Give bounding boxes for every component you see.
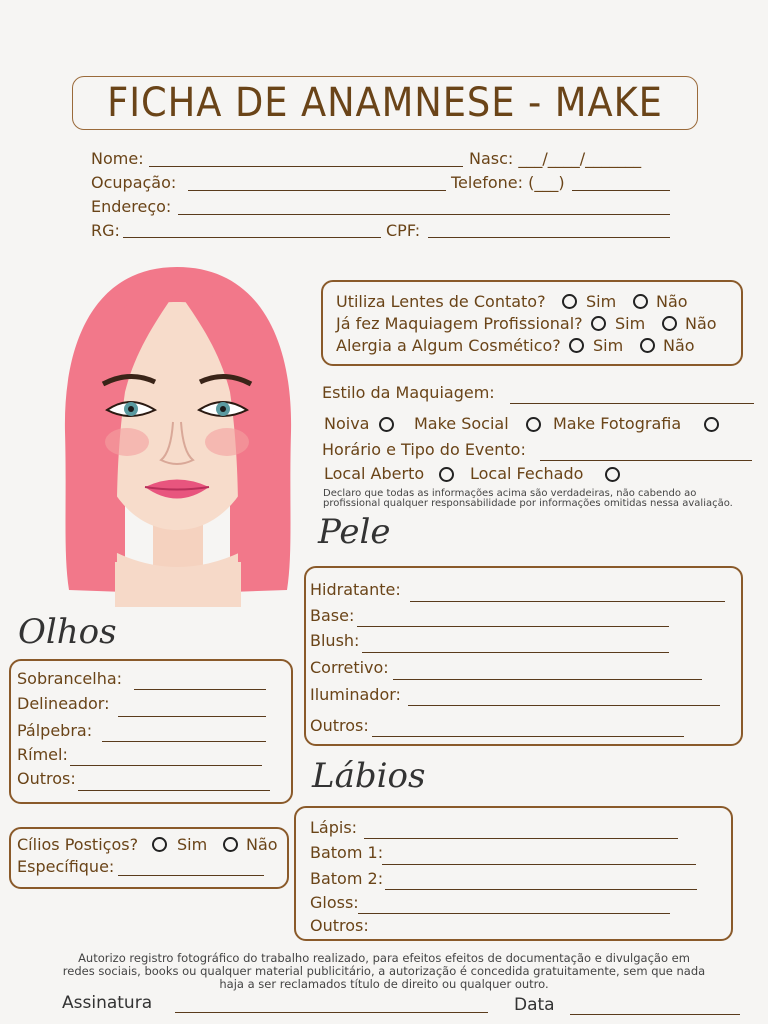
horario-label: Horário e Tipo do Evento: xyxy=(322,440,526,459)
delineador-field[interactable] xyxy=(118,716,266,717)
ocupacao-field[interactable] xyxy=(188,190,446,191)
foto-radio[interactable] xyxy=(704,417,719,432)
maquiagem-nao-radio[interactable] xyxy=(662,316,677,331)
estilo-label: Estilo da Maquiagem: xyxy=(322,383,495,402)
especifique-field[interactable] xyxy=(118,875,264,876)
nasc-label: Nasc: ___/____/_______ xyxy=(469,149,642,168)
rg-label: RG: xyxy=(91,221,120,240)
gloss-field[interactable] xyxy=(358,913,670,914)
lapis-field[interactable] xyxy=(364,838,678,839)
fechado-label: Local Fechado xyxy=(470,464,584,483)
sobrancelha-field[interactable] xyxy=(134,689,266,690)
iluminador-field[interactable] xyxy=(408,705,720,706)
labios-item-outros: Outros: xyxy=(310,916,369,935)
olhos-item-sobrancelha: Sobrancelha: xyxy=(17,669,123,688)
page-title: FICHA DE ANAMNESE - MAKE xyxy=(107,80,663,126)
lentes-question: Utiliza Lentes de Contato? xyxy=(336,292,546,311)
olhos-item-outros: Outros: xyxy=(17,769,76,788)
batom2-field[interactable] xyxy=(385,889,697,890)
declaro-text-2: profissional qualquer responsabilidade por informações omitidas nessa avaliação. xyxy=(323,498,733,509)
alergia-sim-label: Sim xyxy=(593,336,624,355)
fechado-radio[interactable] xyxy=(605,467,620,482)
pele-outros-field[interactable] xyxy=(372,736,684,737)
labios-item-gloss: Gloss: xyxy=(310,893,359,912)
endereco-field[interactable] xyxy=(178,214,670,215)
social-label: Make Social xyxy=(414,414,509,433)
assinatura-label: Assinatura xyxy=(62,993,153,1013)
alergia-nao-radio[interactable] xyxy=(640,338,655,353)
endereco-label: Endereço: xyxy=(91,197,172,216)
noiva-radio[interactable] xyxy=(379,417,394,432)
estilo-field[interactable] xyxy=(510,403,754,404)
rg-field[interactable] xyxy=(123,237,381,238)
data-label: Data xyxy=(514,995,555,1015)
corretivo-field[interactable] xyxy=(393,679,702,680)
pele-item-base: Base: xyxy=(310,606,355,625)
pele-heading: Pele xyxy=(318,512,391,552)
maquiagem-question: Já fez Maquiagem Profissional? xyxy=(336,314,583,333)
foto-label: Make Fotografia xyxy=(553,414,682,433)
authorization-line-1: Autorizo registro fotográfico do trabalho realizado, para efeitos efeitos de documentação e divulgação em xyxy=(78,951,690,965)
lentes-sim-radio[interactable] xyxy=(562,294,577,309)
olhos-outros-field[interactable] xyxy=(78,790,270,791)
pele-item-corretivo: Corretivo: xyxy=(310,658,389,677)
alergia-sim-radio[interactable] xyxy=(569,338,584,353)
lentes-nao-radio[interactable] xyxy=(633,294,648,309)
labios-item-batom1: Batom 1: xyxy=(310,843,384,862)
authorization-line-3: haja a ser reclamados título de direito ou qualquer outro. xyxy=(219,977,549,991)
labios-item-lapis: Lápis: xyxy=(310,818,358,837)
face-illustration xyxy=(55,262,300,607)
aberto-label: Local Aberto xyxy=(324,464,425,483)
pele-item-iluminador: Iluminador: xyxy=(310,685,401,704)
cpf-field[interactable] xyxy=(428,237,670,238)
cilios-sim-radio[interactable] xyxy=(152,837,167,852)
assinatura-field[interactable] xyxy=(175,1012,488,1013)
rimel-field[interactable] xyxy=(70,765,262,766)
pele-item-blush: Blush: xyxy=(310,631,360,650)
cpf-label: CPF: xyxy=(386,221,421,240)
declaro-text-1: Declaro que todas as informações acima são verdadeiras, não cabendo ao xyxy=(323,488,697,499)
olhos-item-delineador: Delineador: xyxy=(17,694,110,713)
maquiagem-sim-radio[interactable] xyxy=(591,316,606,331)
olhos-heading: Olhos xyxy=(18,612,117,652)
pele-item-outros: Outros: xyxy=(310,716,369,735)
labios-heading: Lábios xyxy=(312,756,426,796)
cilios-question: Cílios Postiços? xyxy=(17,835,139,854)
alergia-nao-label: Não xyxy=(663,336,695,355)
base-field[interactable] xyxy=(357,626,669,627)
data-field[interactable] xyxy=(570,1014,740,1015)
palpebra-field[interactable] xyxy=(102,741,266,742)
blush-field[interactable] xyxy=(362,652,669,653)
noiva-label: Noiva xyxy=(324,414,370,433)
telefone-label: Telefone: (___) xyxy=(451,173,565,192)
pele-item-hidratante: Hidratante: xyxy=(310,580,401,599)
alergia-question: Alergia a Algum Cosmético? xyxy=(336,336,561,355)
social-radio[interactable] xyxy=(526,417,541,432)
lentes-sim-label: Sim xyxy=(586,292,617,311)
authorization-line-2: redes sociais, books ou qualquer material publicitário, a autorização é concedida gratuitamente, sem que nada xyxy=(62,964,706,978)
olhos-item-palpebra: Pálpebra: xyxy=(17,721,93,740)
batom1-field[interactable] xyxy=(382,864,696,865)
horario-field[interactable] xyxy=(540,460,752,461)
especifique-label: Específique: xyxy=(17,857,115,876)
olhos-item-rimel: Rímel: xyxy=(17,745,68,764)
maquiagem-sim-label: Sim xyxy=(615,314,646,333)
aberto-radio[interactable] xyxy=(439,467,454,482)
hidratante-field[interactable] xyxy=(410,601,725,602)
cilios-nao-label: Não xyxy=(246,835,278,854)
maquiagem-nao-label: Não xyxy=(685,314,717,333)
nome-field[interactable] xyxy=(149,166,463,167)
cilios-sim-label: Sim xyxy=(177,835,208,854)
cilios-nao-radio[interactable] xyxy=(223,837,238,852)
lentes-nao-label: Não xyxy=(656,292,688,311)
ocupacao-label: Ocupação: xyxy=(91,173,177,192)
labios-item-batom2: Batom 2: xyxy=(310,869,384,888)
telefone-field[interactable] xyxy=(572,190,670,191)
nome-label: Nome: xyxy=(91,149,144,168)
